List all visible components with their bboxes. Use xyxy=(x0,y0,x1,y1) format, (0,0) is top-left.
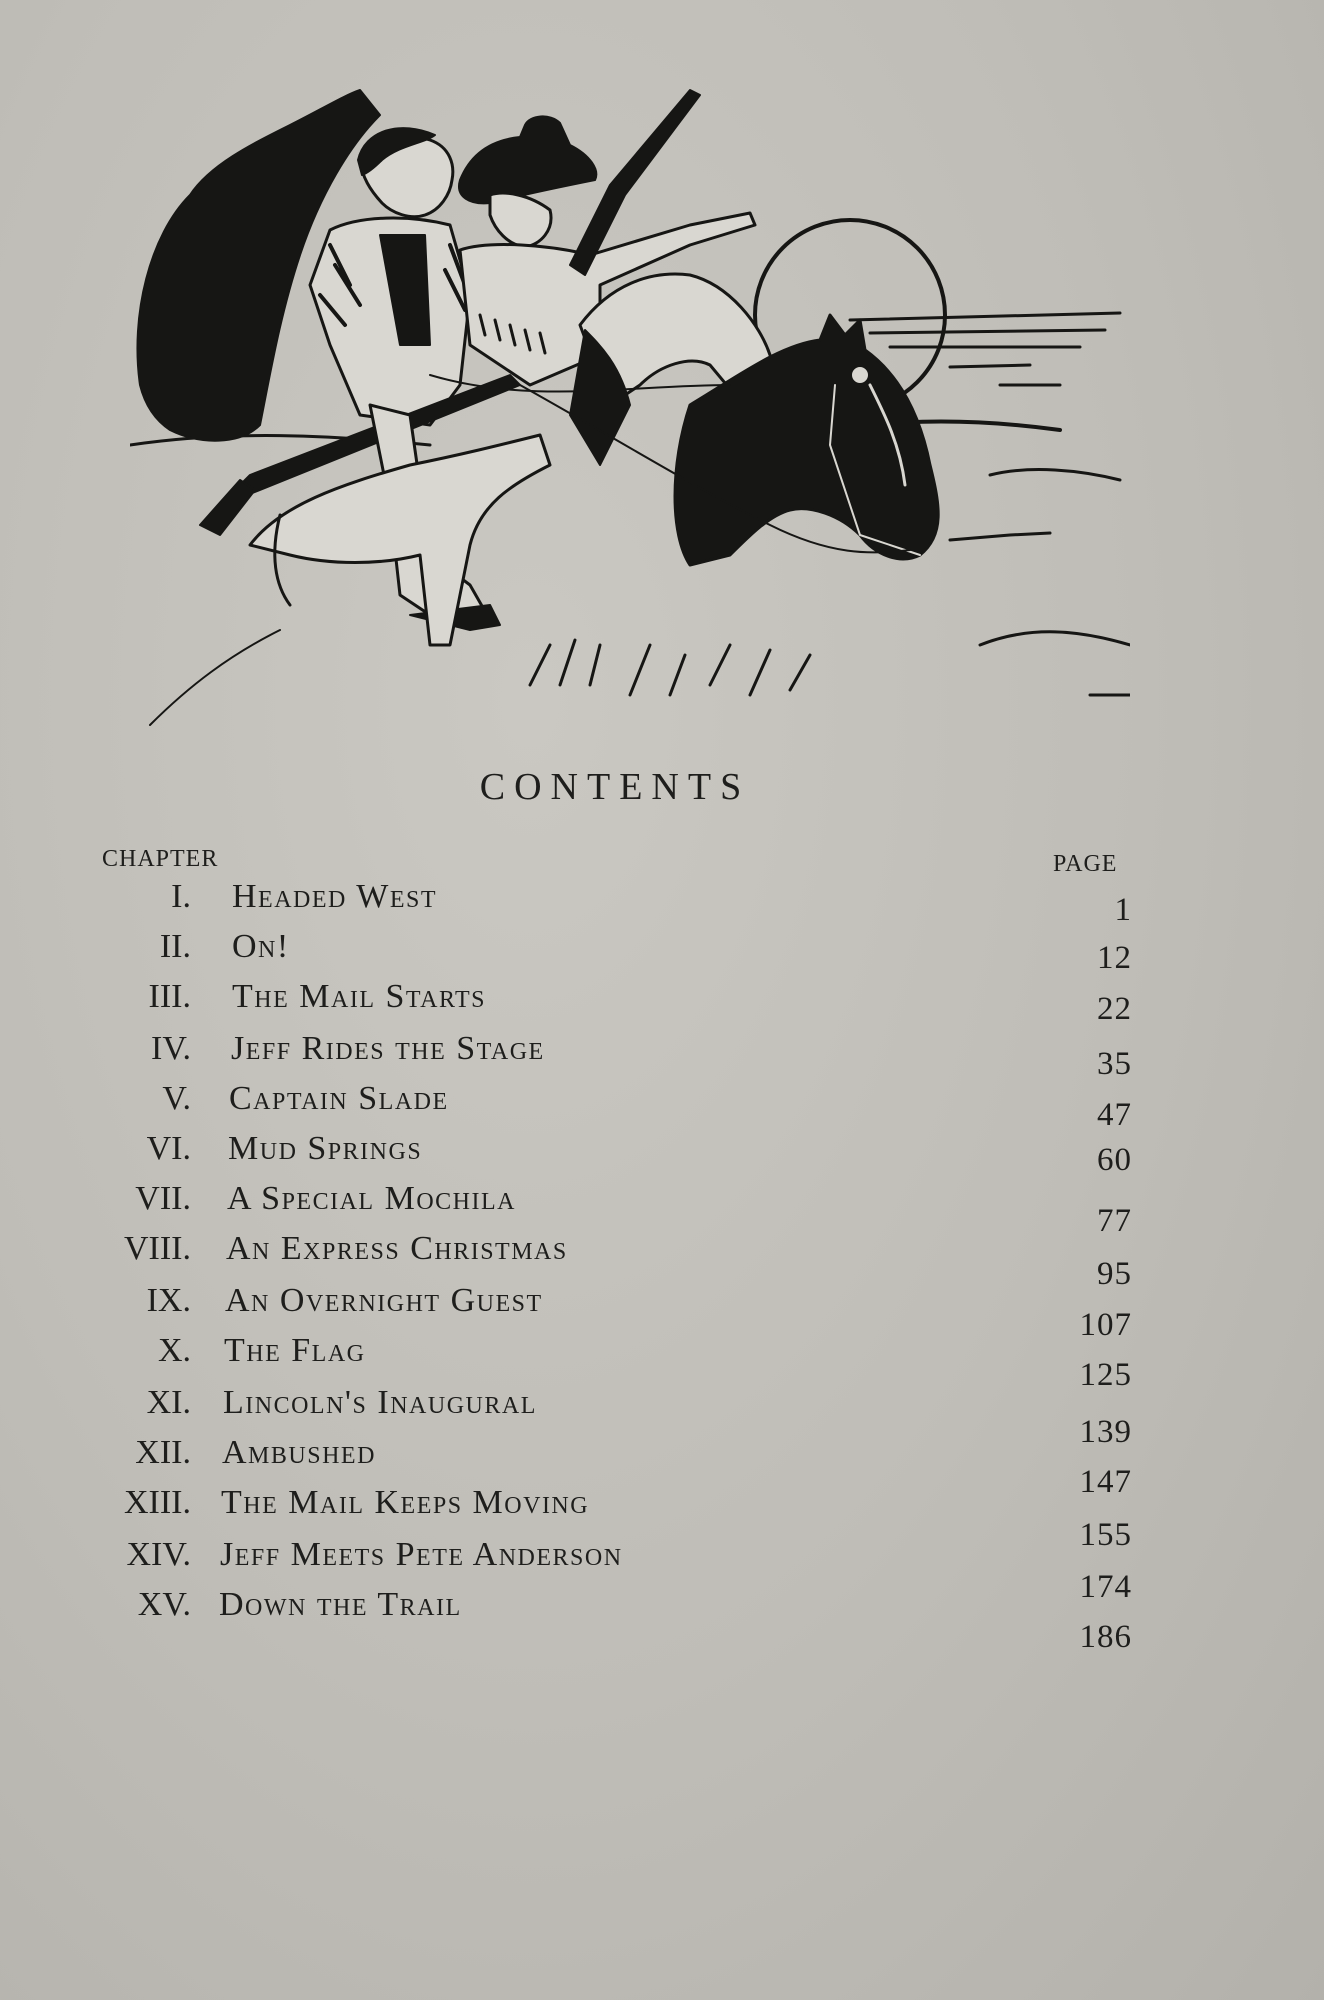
toc-entry[interactable] xyxy=(0,1130,1324,1178)
toc-entry[interactable] xyxy=(0,878,1324,926)
chapter-title: Ambushed xyxy=(222,1434,376,1471)
chapter-title: Lincoln's Inaugural xyxy=(223,1384,537,1421)
toc-entry[interactable] xyxy=(0,928,1324,976)
toc-entry[interactable] xyxy=(0,1484,1324,1553)
chapter-numeral: IX. xyxy=(146,1282,191,1319)
chapter-title: A Special Mochila xyxy=(227,1180,516,1217)
page-number: 12 xyxy=(1097,940,1132,976)
chapter-numeral: XV. xyxy=(137,1586,191,1623)
page-number: 107 xyxy=(1079,1307,1132,1343)
toc-entry[interactable] xyxy=(0,1030,1324,1082)
chapter-numeral: II. xyxy=(159,928,191,965)
toc-entry[interactable] xyxy=(0,1282,1324,1343)
page-number: 77 xyxy=(1097,1203,1132,1239)
toc-entry[interactable] xyxy=(0,1332,1324,1393)
page-number: 60 xyxy=(1097,1142,1132,1178)
chapter-title: An Overnight Guest xyxy=(225,1282,543,1319)
chapter-numeral: I. xyxy=(171,878,191,915)
chapter-numeral: XIV. xyxy=(126,1536,191,1573)
page-number: 186 xyxy=(1079,1619,1132,1655)
chapter-numeral: X. xyxy=(157,1332,191,1369)
chapter-numeral: XII. xyxy=(135,1434,191,1471)
page-number: 22 xyxy=(1097,991,1132,1027)
chapter-column-label: CHAPTER xyxy=(102,846,219,872)
toc-entry[interactable] xyxy=(0,1586,1324,1655)
chapter-title: An Express Christmas xyxy=(226,1230,568,1267)
chapter-title: Down the Trail xyxy=(219,1586,462,1623)
chapter-numeral: VII. xyxy=(135,1180,191,1217)
page-number: 47 xyxy=(1097,1097,1132,1133)
chapter-title: On! xyxy=(232,928,290,965)
chapter-title: The Flag xyxy=(224,1332,366,1369)
toc-entry[interactable] xyxy=(0,1080,1324,1133)
toc-entry[interactable] xyxy=(0,1384,1324,1450)
page-number: 139 xyxy=(1079,1414,1132,1450)
chapter-title: The Mail Starts xyxy=(232,978,487,1015)
chapter-numeral: VI. xyxy=(146,1130,191,1167)
riders-illustration xyxy=(130,85,1130,730)
page-number: 95 xyxy=(1097,1256,1132,1292)
chapter-title: Headed West xyxy=(232,878,438,915)
page-number: 125 xyxy=(1079,1357,1132,1393)
chapter-title: The Mail Keeps Moving xyxy=(221,1484,590,1521)
toc-entry[interactable] xyxy=(0,1180,1324,1239)
chapter-numeral: XI. xyxy=(146,1384,191,1421)
page-number: 1 xyxy=(1114,892,1132,928)
chapter-title: Jeff Rides the Stage xyxy=(231,1030,545,1067)
chapter-numeral: VIII. xyxy=(123,1230,191,1267)
page-number: 147 xyxy=(1079,1464,1132,1500)
chapter-numeral: IV. xyxy=(151,1030,191,1067)
chapter-numeral: III. xyxy=(148,978,191,1015)
toc-entry[interactable] xyxy=(0,978,1324,1026)
contents-heading: CONTENTS xyxy=(479,766,751,808)
toc-entry[interactable] xyxy=(0,1230,1324,1292)
chapter-title: Mud Springs xyxy=(228,1130,423,1167)
page-number: 155 xyxy=(1079,1517,1132,1553)
chapter-numeral: XIII. xyxy=(123,1484,191,1521)
page-column-label: PAGE xyxy=(1053,851,1118,877)
page-number: 35 xyxy=(1097,1046,1132,1082)
page-number: 174 xyxy=(1079,1569,1132,1605)
chapter-title: Jeff Meets Pete Anderson xyxy=(220,1536,623,1573)
chapter-numeral: V. xyxy=(162,1080,191,1117)
chapter-title: Captain Slade xyxy=(229,1080,449,1117)
toc-entry[interactable] xyxy=(0,1434,1324,1500)
